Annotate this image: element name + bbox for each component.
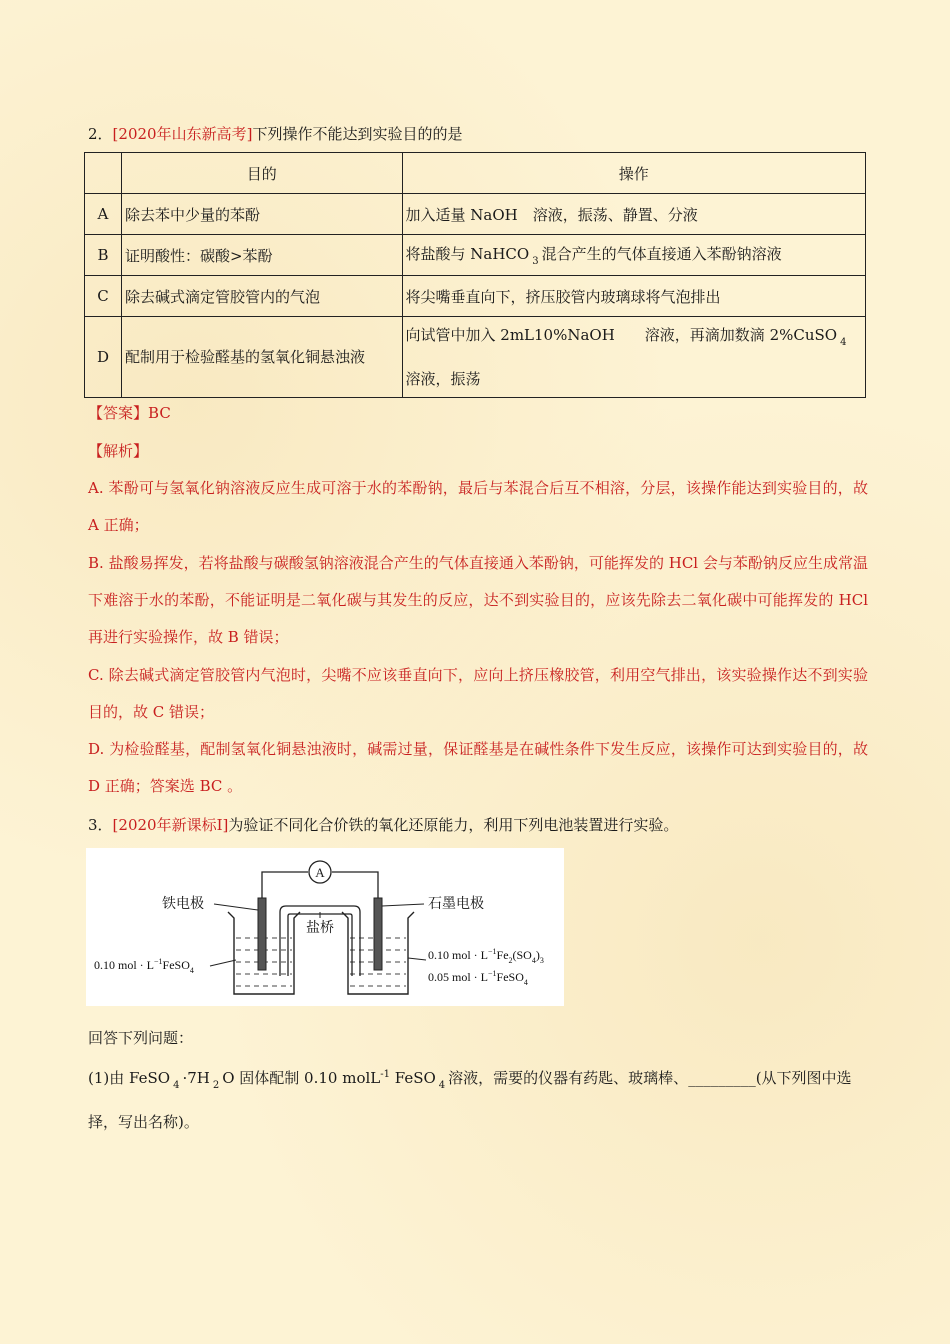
wire-right xyxy=(332,872,378,898)
table-row xyxy=(85,194,866,235)
row-operation: 将尖嘴垂直向下，挤压胶管内玻璃球将气泡排出 xyxy=(402,276,865,317)
op-text: 向试管中加入 2mL10%NaOH 溶液，再滴加数滴 2%CuSO xyxy=(405,326,838,344)
right-solution-label-1: 0.10 mol · $L^{-1}Fe_2(SO_4)_3$ xyxy=(428,947,544,965)
sq-text: FeSO xyxy=(389,1069,436,1087)
row-operation: 加入适量 NaOH 溶液，振荡、静置、分液 xyxy=(402,194,865,235)
header-cell-label xyxy=(85,153,122,194)
analysis-label: 【解析】 xyxy=(88,442,149,460)
ammeter-label: A xyxy=(315,865,325,880)
answer-label: 【答案】 xyxy=(88,404,149,422)
row-label: D xyxy=(85,317,122,398)
q3-number: 3． xyxy=(88,816,113,834)
answer-line xyxy=(88,403,171,423)
sub-question-1 xyxy=(88,1056,868,1141)
op-subscript: 3 xyxy=(532,256,539,267)
row-operation xyxy=(402,235,865,276)
table-row xyxy=(85,317,866,398)
row-operation xyxy=(402,317,865,398)
row-purpose: 除去碱式滴定管胶管内的气泡 xyxy=(121,276,402,317)
graphite-electrode-label: 石墨电极 xyxy=(428,897,484,912)
left-solution-label: 0.10 mol · $L^{-1}FeSO_4$ xyxy=(94,957,194,975)
row-purpose: 证明酸性：碳酸>苯酚 xyxy=(121,235,402,276)
q2-source: [2020年山东新高考] xyxy=(112,125,253,143)
row-purpose: 除去苯中少量的苯酚 xyxy=(121,194,402,235)
sq-text: (1)由 FeSO xyxy=(88,1069,171,1087)
answer-blank[interactable]: _________ xyxy=(688,1069,756,1087)
sq-text: 溶液，需要的仪器有药匙、玻璃棒、 xyxy=(448,1069,689,1087)
q2-header xyxy=(88,124,462,144)
op-text: 混合产生的气体直接通入苯酚钠溶液 xyxy=(541,245,782,263)
op-text: 溶液，振荡 xyxy=(405,370,481,388)
q2-stem: 下列操作不能达到实验目的的是 xyxy=(252,125,463,143)
row-label: C xyxy=(85,276,122,317)
table-header-row xyxy=(85,153,866,194)
iron-electrode-rod xyxy=(258,898,266,970)
analysis-item-b: B. 盐酸易挥发，若将盐酸与碳酸氢钠溶液混合产生的气体直接通入苯酚钠，可能挥发的 HCl 会与苯酚钠反应生成常温下难溶于水的苯酚，不能证明是二氧化碳与其发生的反应，达不到实验目的，应该先除去二氧化碳中可能挥发的 HCl 再进行实验操作，故 B 错误； xyxy=(88,554,868,646)
row-purpose: 配制用于检验醛基的氢氧化铜悬浊液 xyxy=(121,317,402,398)
analysis-item-c: C. 除去碱式滴定管胶管内气泡时，尖嘴不应该垂直向下，应向上挤压橡胶管，利用空气排出，该实验操作达不到实验目的，故 C 错误； xyxy=(88,666,868,721)
q3-source: [2020年新课标Ⅰ] xyxy=(112,816,229,834)
row-label: A xyxy=(85,194,122,235)
header-cell-purpose: 目的 xyxy=(121,153,402,194)
sq-text: (从下列图中选择，写出名称)。 xyxy=(88,1069,852,1131)
q2-number: 2． xyxy=(88,125,113,143)
salt-bridge-label: 盐桥 xyxy=(306,921,334,936)
table-row xyxy=(85,235,866,276)
sq-sup: -1 xyxy=(380,1069,390,1080)
op-subscript: 4 xyxy=(840,337,847,348)
leader-right-solution xyxy=(408,958,426,960)
op-text: 将盐酸与 NaHCO xyxy=(405,245,530,263)
analysis-item-a: A. 苯酚可与氢氧化钠溶液反应生成可溶于水的苯酚钠，最后与苯混合后互不相溶，分层，该操作能达到实验目的，故 A 正确； xyxy=(88,479,868,534)
q3-stem: 为验证不同化合价铁的氧化还原能力，利用下列电池装置进行实验。 xyxy=(228,816,679,834)
answer-prompt: 回答下列问题： xyxy=(88,1029,194,1047)
leader-left-solution xyxy=(210,960,236,966)
graphite-electrode-rod xyxy=(374,898,382,970)
sq-text: ·7H xyxy=(182,1069,210,1087)
q2-table xyxy=(84,152,866,398)
sq-sub: 2 xyxy=(212,1080,220,1091)
iron-electrode-label: 铁电极 xyxy=(162,897,204,912)
right-solution-label-2: 0.05 mol · $L^{-1}FeSO_4$ xyxy=(428,969,528,987)
row-label: B xyxy=(85,235,122,276)
battery-apparatus-figure xyxy=(86,848,564,1006)
q3-header xyxy=(88,815,678,835)
table-row xyxy=(85,276,866,317)
analysis-item-d: D. 为检验醛基，配制氢氧化铜悬浊液时，碱需过量，保证醛基是在碱性条件下发生反应，该操作可达到实验目的，故 D 正确；答案选 BC 。 xyxy=(88,740,868,795)
header-cell-operation: 操作 xyxy=(402,153,865,194)
sq-sub: 4 xyxy=(173,1080,180,1091)
leader-iron xyxy=(214,904,258,910)
wire-left xyxy=(262,872,308,898)
sq-text: O 固体配制 0.10 molL xyxy=(222,1069,381,1087)
sq-sub: 4 xyxy=(438,1080,446,1091)
leader-graphite xyxy=(382,904,424,906)
answer-value: BC xyxy=(148,404,171,422)
